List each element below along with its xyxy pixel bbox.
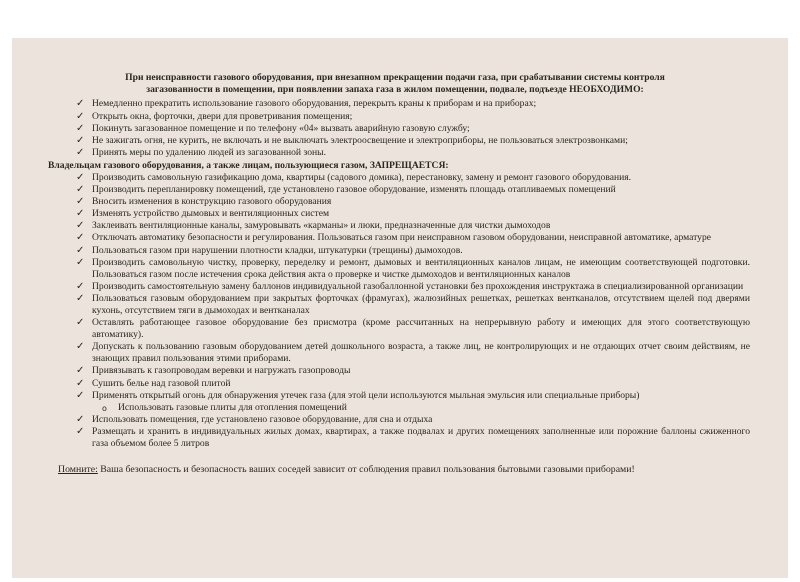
check-mark-icon: ✓ [76, 292, 85, 304]
check-mark-icon: ✓ [76, 280, 85, 292]
list-item-text: Производить перепланировку помещений, где установлено газовое оборудование, изменять площадь отапливаемых помещений [92, 184, 616, 196]
necessary-actions-list [40, 98, 750, 158]
list-item [40, 184, 750, 196]
check-mark-icon: ✓ [76, 341, 85, 353]
check-mark-icon: ✓ [76, 98, 85, 110]
list-item-text: Производить самовольную чистку, проверку, переделку и ремонт, дымовых и вентиляционных каналов лицам, не имеющим соответствующей подготовки. Пользоваться газом после истечения срока действия акта о проверке и чистке дымоходов и вентиляционных каналов [92, 256, 750, 280]
list-item-text: Оставлять работающее газовое оборудование без присмотра (кроме рассчитанных на непрерывную работу и имеющих для этого соответствующую автоматику). [92, 317, 750, 341]
list-item-text: Использовать газовые плиты для отопления помещений [118, 401, 347, 413]
document-content [40, 72, 750, 476]
list-item [40, 172, 750, 184]
prohibited-actions-list [40, 172, 750, 402]
list-item [40, 257, 750, 281]
document-sheet [12, 38, 788, 578]
circle-bullet-icon: o [102, 403, 107, 413]
check-mark-icon: ✓ [76, 425, 85, 437]
check-mark-icon: ✓ [76, 208, 85, 220]
list-item-text: Пользоваться газом при нарушении плотности кладки, штукатурки (трещины) дымоходов. [92, 244, 463, 256]
list-item-text: Допускать к пользованию газовым оборудованием детей дошкольного возраста, а также лиц, не контролирующих и не отдающих отчет своим действиям, не знающих правил пользования этими приборами. [92, 341, 750, 365]
list-item [40, 402, 750, 414]
check-mark-icon: ✓ [76, 171, 85, 183]
check-mark-icon: ✓ [76, 377, 85, 389]
check-mark-icon: ✓ [76, 146, 85, 158]
prohibited-heading: Владельцам газового оборудования, а также лицам, пользующиеся газом, ЗАПРЕЩАЕТСЯ: [48, 159, 449, 171]
check-mark-icon: ✓ [76, 244, 85, 256]
list-item [40, 341, 750, 365]
list-item-text: Использовать помещения, где установлено газовое оборудование, для сна и отдыха [92, 413, 433, 425]
check-mark-icon: ✓ [76, 110, 85, 122]
list-item-text: Изменять устройство дымовых и вентиляционных систем [92, 208, 330, 220]
intro-line-1: При неисправности газового оборудования, при внезапном прекращении подачи газа, при срабатывании системы контроля [125, 72, 665, 83]
list-item-text: Покинуть загазованное помещение и по телефону «04» вызвать аварийную газовую службу; [92, 122, 470, 134]
list-item-text: Открыть окна, форточки, двери для проветривания помещения; [92, 110, 353, 122]
list-item [40, 390, 750, 402]
check-mark-icon: ✓ [76, 317, 85, 329]
list-item [40, 111, 750, 123]
footer-text: Ваша безопасность и безопасность ваших соседей зависит от соблюдения правил пользования бытовыми газовыми приборами! [97, 464, 635, 476]
list-item [40, 281, 750, 293]
list-item [40, 426, 750, 450]
check-mark-icon: ✓ [76, 232, 85, 244]
list-item-text: Не зажигать огня, не курить, не включать и не выключать электроосвещение и электроприборы, не пользоваться электрозвонками; [92, 134, 628, 146]
list-item [40, 293, 750, 317]
list-item [40, 245, 750, 257]
list-item [40, 378, 750, 390]
list-item [40, 208, 750, 220]
list-item [40, 414, 750, 426]
list-item-text: Привязывать к газопроводам веревки и нагружать газопроводы [92, 365, 351, 377]
list-item-text: Размещать и хранить в индивидуальных жилых домах, квартирах, а также подвалах и других помещениях заполненные или порожние баллоны сжиженного газа объемом более 5 литров [92, 425, 750, 450]
list-item-text: Принять меры по удалению людей из загазованной зоны. [92, 146, 326, 158]
list-item-text: Заклеивать вентиляционные каналы, замуровывать «карманы» и люки, предназначенные для чистки дымоходов [92, 220, 551, 232]
check-mark-icon: ✓ [76, 365, 85, 377]
list-item [40, 135, 750, 147]
check-mark-icon: ✓ [76, 413, 85, 425]
list-item-text: Производить самостоятельную замену баллонов индивидуальной газобаллонной установки без прохождения инструктажа в специализированной организации [92, 280, 744, 292]
prohibited-actions-tail-list [40, 414, 750, 450]
list-item-text: Вносить изменения в конструкцию газового оборудования [92, 196, 332, 208]
list-item [40, 123, 750, 135]
check-mark-icon: ✓ [76, 122, 85, 134]
footer-lead: Помните: [58, 464, 98, 476]
check-mark-icon: ✓ [76, 220, 85, 232]
footer-note [40, 464, 750, 476]
list-item [40, 98, 750, 110]
intro-heading [40, 72, 750, 96]
list-item [40, 196, 750, 208]
list-item-text: Пользоваться газовым оборудованием при закрытых форточках (фрамугах), жалюзийных решетках, решетках вентканалов, отсутствием щелей под дверями кухонь, отсутствием тяги в дымоходах и вентканалах [92, 292, 750, 316]
check-mark-icon: ✓ [76, 196, 85, 208]
check-mark-icon: ✓ [76, 389, 85, 401]
list-item-text: Производить самовольную газификацию дома, квартиры (садового домика), перестановку, замену и ремонт газового оборудования. [92, 171, 632, 183]
check-mark-icon: ✓ [76, 184, 85, 196]
check-mark-icon: ✓ [76, 134, 85, 146]
prohibited-subitem-list [40, 402, 750, 414]
list-item [40, 232, 750, 244]
list-item [40, 317, 750, 341]
list-item-text: Сушить белье над газовой плитой [92, 377, 231, 389]
list-item-text: Применять открытый огонь для обнаружения утечек газа (для этой цели используются мыльная эмульсия или специальные приборы) [92, 389, 640, 401]
list-item [40, 365, 750, 377]
check-mark-icon: ✓ [76, 256, 85, 268]
list-item-text: Отключать автоматику безопасности и регулирования. Пользоваться газом при неисправном газовом оборудовании, неисправной автоматике, арматуре [92, 232, 712, 244]
list-item [40, 147, 750, 159]
intro-line-2: загазованности в помещении, при появлении запаха газа в жилом помещении, подвале, подъезде НЕОБХОДИМО: [146, 84, 644, 96]
list-item [40, 220, 750, 232]
list-item-text: Немедленно прекратить использование газового оборудования, перекрыть краны к приборам и на приборах; [92, 98, 537, 110]
